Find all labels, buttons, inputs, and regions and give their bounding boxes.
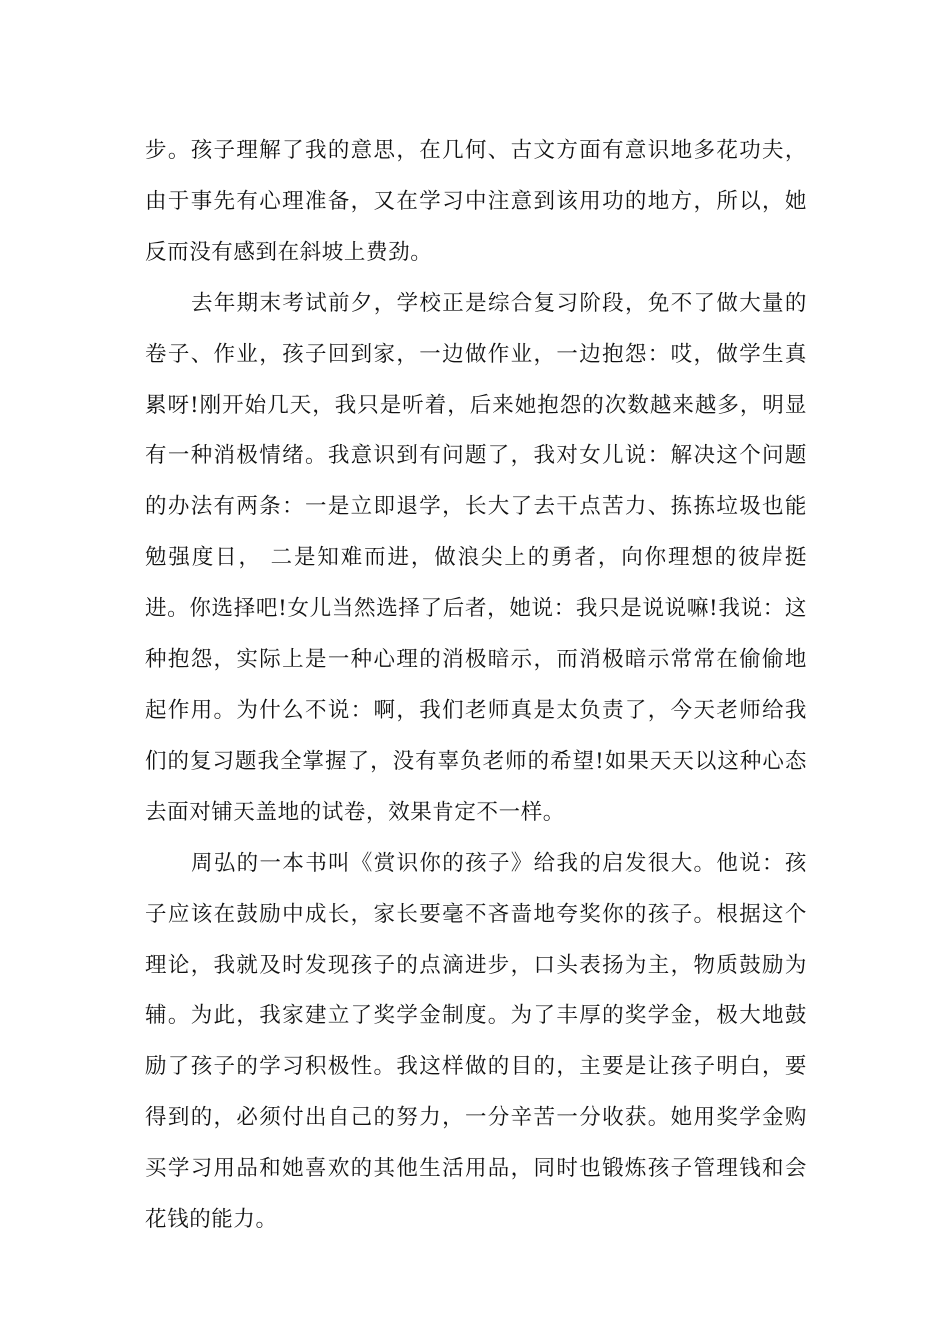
paragraph-appreciation: 周弘的一本书叫《赏识你的孩子》给我的启发很大。他说：孩子应该在鼓励中成长，家长要毫不吝啬地夸奖你的孩子。根据这个理论，我就及时发现孩子的点滴进步，口头表扬为主，物质鼓励为辅。为此，我家建立了奖学金制度。为了丰厚的奖学金，极大地鼓励了孩子的学习积极性。我这样做的目的，主要是让孩子明白，要得到的，必须付出自己的努力，一分辛苦一分收获。她用奖学金购买学习用品和她喜欢的其他生活用品，同时也锻炼孩子管理钱和会花钱的能力。 (145, 850, 807, 1233)
document-body (145, 126, 807, 1246)
paragraph-continued: 步。孩子理解了我的意思，在几何、古文方面有意识地多花功夫，由于事先有心理准备，又在学习中注意到该用功的地方，所以，她反而没有感到在斜坡上费劲。 (145, 138, 807, 265)
paragraph-exam-complaint: 去年期末考试前夕，学校正是综合复习阶段，免不了做大量的卷子、作业，孩子回到家，一边做作业，一边抱怨：哎，做学生真累呀!刚开始几天，我只是听着，后来她抱怨的次数越来越多，明显有一种消极情绪。我意识到有问题了，我对女儿说：解决这个问题的办法有两条：一是立即退学，长大了去干点苦力、拣拣垃圾也能勉强度日， 二是知难而进，做浪尖上的勇者，向你理想的彼岸挺进。你选择吧!女儿当然选择了后者，她说：我只是说说嘛!我说：这种抱怨，实际上是一种心理的消极暗示，而消极暗示常常在偷偷地起作用。为什么不说：啊，我们老师真是太负责了，今天老师给我们的复习题我全掌握了，没有辜负老师的希望!如果天天以这种心态去面对铺天盖地的试卷，效果肯定不一样。 (145, 290, 807, 825)
